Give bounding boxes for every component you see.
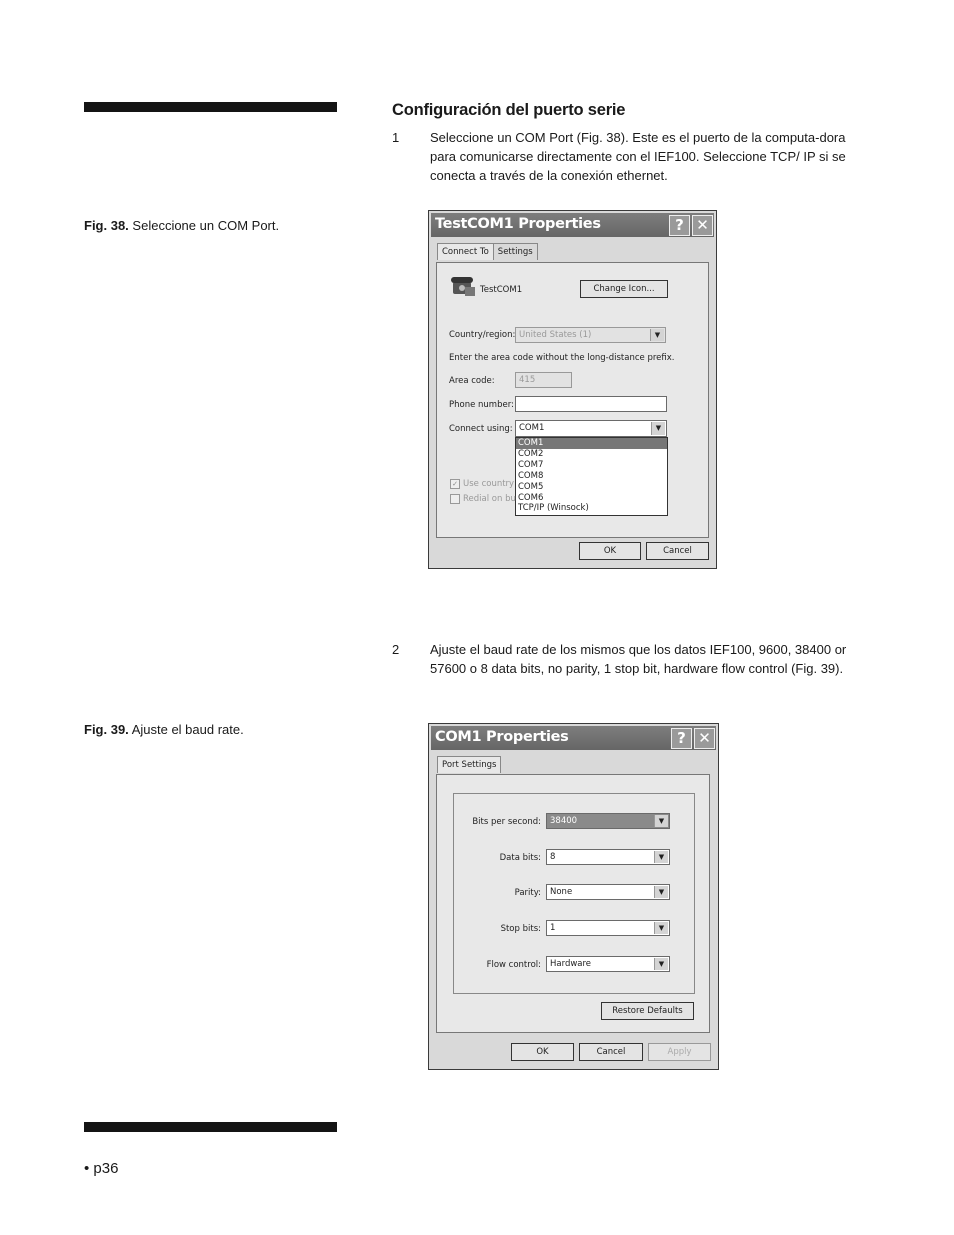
list-item[interactable]: COM1 (516, 438, 667, 449)
bottom-rule (84, 1122, 337, 1132)
list-item[interactable]: COM2 (518, 448, 544, 459)
tab-connect-to[interactable]: Connect To (437, 243, 494, 260)
list-item[interactable]: COM6 (518, 492, 544, 503)
help-button[interactable]: ? (669, 215, 690, 236)
step-1 (392, 128, 862, 185)
ok-button[interactable]: OK (511, 1043, 574, 1061)
stop-bits-select[interactable] (546, 920, 670, 936)
ok-button[interactable]: OK (579, 542, 641, 560)
chevron-down-icon[interactable]: ▼ (654, 958, 668, 970)
stop-bits-label: Stop bits: (500, 924, 541, 934)
chevron-down-icon[interactable]: ▼ (654, 886, 668, 898)
figure-caption-38 (84, 218, 279, 233)
chevron-down-icon[interactable]: ▼ (651, 422, 665, 435)
phone-number-input[interactable] (515, 396, 667, 412)
close-button[interactable]: ✕ (694, 728, 715, 749)
list-item[interactable]: COM7 (518, 459, 544, 470)
apply-button[interactable]: Apply (648, 1043, 711, 1061)
step-text: Ajuste el baud rate de los mismos que los datos IEF100, 9600, 38400 or 57600 o 8 data bits, no parity, 1 stop bit, hardware flow control (Fig. 39). (430, 642, 847, 676)
parity-value: None (550, 887, 573, 897)
list-item[interactable]: COM5 (518, 481, 544, 492)
title-bar (431, 726, 716, 750)
redial-checkbox[interactable] (450, 494, 460, 504)
tab-strip (437, 243, 537, 260)
connect-using-dropdown-list (515, 437, 668, 516)
title-bar (431, 213, 714, 237)
connect-using-label: Connect using: (449, 424, 513, 434)
caption-text: Ajuste el baud rate. (131, 722, 244, 737)
use-country-label: Use country (463, 479, 515, 489)
area-code-label: Area code: (449, 376, 495, 386)
close-button[interactable]: ✕ (692, 215, 713, 236)
dialog-title: TestCOM1 Properties (435, 216, 601, 232)
chevron-down-icon: ▼ (650, 329, 664, 341)
list-item[interactable]: TCP/IP (Winsock) (518, 503, 589, 514)
country-select[interactable] (515, 327, 666, 343)
chevron-down-icon[interactable]: ▼ (654, 922, 668, 934)
parity-label: Parity: (514, 888, 541, 898)
data-bits-label: Data bits: (499, 853, 541, 863)
cancel-button[interactable]: Cancel (579, 1043, 643, 1061)
step-number: 1 (392, 130, 400, 145)
tab-panel (436, 774, 710, 1033)
country-label: Country/region: (449, 330, 516, 340)
flow-control-select[interactable] (546, 956, 670, 972)
redial-label: Redial on bu (463, 494, 516, 504)
chevron-down-icon[interactable]: ▼ (654, 851, 668, 863)
bits-per-second-value: 38400 (550, 816, 578, 826)
data-bits-value: 8 (550, 852, 556, 862)
area-prompt: Enter the area code without the long-distance prefix. (449, 353, 675, 363)
dialog-title: COM1 Properties (435, 729, 569, 745)
use-country-checkbox[interactable]: ✓ (450, 479, 460, 489)
phone-icon (449, 273, 477, 299)
step-2 (392, 640, 862, 678)
list-item[interactable]: COM8 (518, 470, 544, 481)
change-icon-button[interactable]: Change Icon... (580, 280, 668, 298)
top-rule (84, 102, 337, 112)
tab-strip (437, 756, 500, 773)
flow-control-label: Flow control: (486, 960, 541, 970)
help-button[interactable]: ? (671, 728, 692, 749)
caption-label: Fig. 39. (84, 722, 129, 737)
testcom1-properties-dialog (428, 210, 717, 569)
connect-using-select[interactable] (515, 420, 667, 437)
bits-per-second-select[interactable] (546, 813, 670, 829)
bits-per-second-label: Bits per second: (472, 817, 541, 827)
tab-panel (436, 262, 709, 538)
caption-label: Fig. 38. (84, 218, 129, 233)
area-code-input[interactable]: 415 (515, 372, 572, 388)
section-heading: Configuración del puerto serie (392, 101, 626, 119)
data-bits-select[interactable] (546, 849, 670, 865)
stop-bits-value: 1 (550, 923, 556, 933)
connect-using-value: COM1 (519, 423, 545, 433)
chevron-down-icon[interactable]: ▼ (654, 815, 668, 827)
country-value: United States (1) (519, 330, 592, 340)
figure-caption-39 (84, 722, 244, 737)
cancel-button[interactable]: Cancel (646, 542, 709, 560)
step-number: 2 (392, 642, 400, 657)
tab-settings[interactable]: Settings (493, 243, 538, 260)
step-text: Seleccione un COM Port (Fig. 38). Este es el puerto de la computa-dora para comunicarse directamente con el IEF100. Seleccione TCP/ IP si se conecta a través de la conexión ethernet. (430, 130, 846, 183)
parity-select[interactable] (546, 884, 670, 900)
com1-properties-dialog (428, 723, 719, 1070)
connection-name: TestCOM1 (480, 285, 523, 295)
page-number: • p36 (84, 1160, 119, 1177)
caption-text: Seleccione un COM Port. (132, 218, 280, 233)
restore-defaults-button[interactable]: Restore Defaults (601, 1002, 694, 1020)
flow-control-value: Hardware (550, 959, 592, 969)
phone-number-label: Phone number: (449, 400, 514, 410)
tab-port-settings[interactable]: Port Settings (437, 756, 501, 773)
